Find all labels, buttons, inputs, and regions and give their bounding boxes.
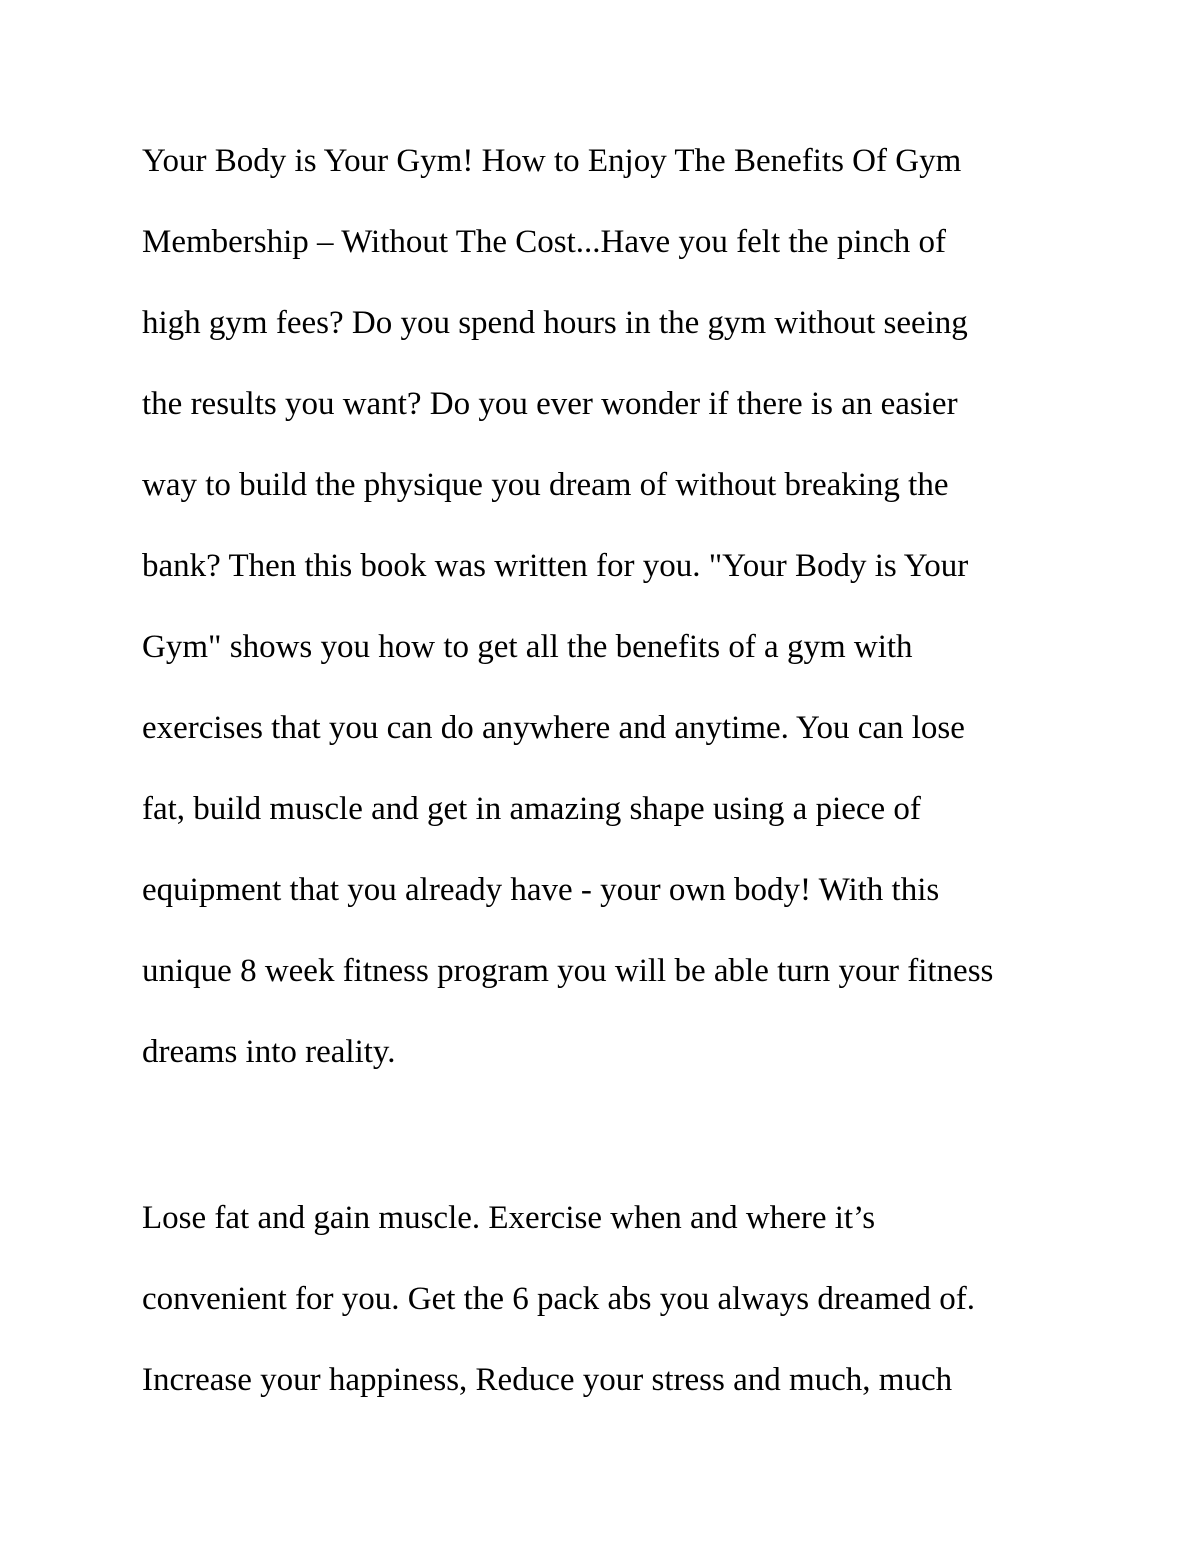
text-line: fat, build muscle and get in amazing shape using a piece of: [142, 791, 921, 827]
text-line: Increase your happiness, Reduce your stress and much, much: [142, 1362, 953, 1398]
text-line: exercises that you can do anywhere and anytime. You can lose: [142, 710, 965, 746]
text-line: bank? Then this book was written for you. "Your Body is Your: [142, 548, 969, 584]
text-line: dreams into reality.: [142, 1034, 396, 1070]
text-line: high gym fees? Do you spend hours in the gym without seeing: [142, 305, 968, 341]
text-line: the results you want? Do you ever wonder if there is an easier: [142, 386, 958, 422]
text-line: Lose fat and gain muscle. Exercise when and where it’s: [142, 1200, 876, 1236]
text-line: equipment that you already have - your own body! With this: [142, 872, 940, 908]
text-line: way to build the physique you dream of without breaking the: [142, 467, 949, 503]
text-line: Membership – Without The Cost...Have you felt the pinch of: [142, 224, 946, 260]
text-line: Gym" shows you how to get all the benefits of a gym with: [142, 629, 913, 665]
text-line: convenient for you. Get the 6 pack abs you always dreamed of.: [142, 1281, 975, 1317]
text-line: unique 8 week fitness program you will be able turn your fitness: [142, 953, 994, 989]
text-line: Your Body is Your Gym! How to Enjoy The Benefits Of Gym: [142, 143, 962, 179]
